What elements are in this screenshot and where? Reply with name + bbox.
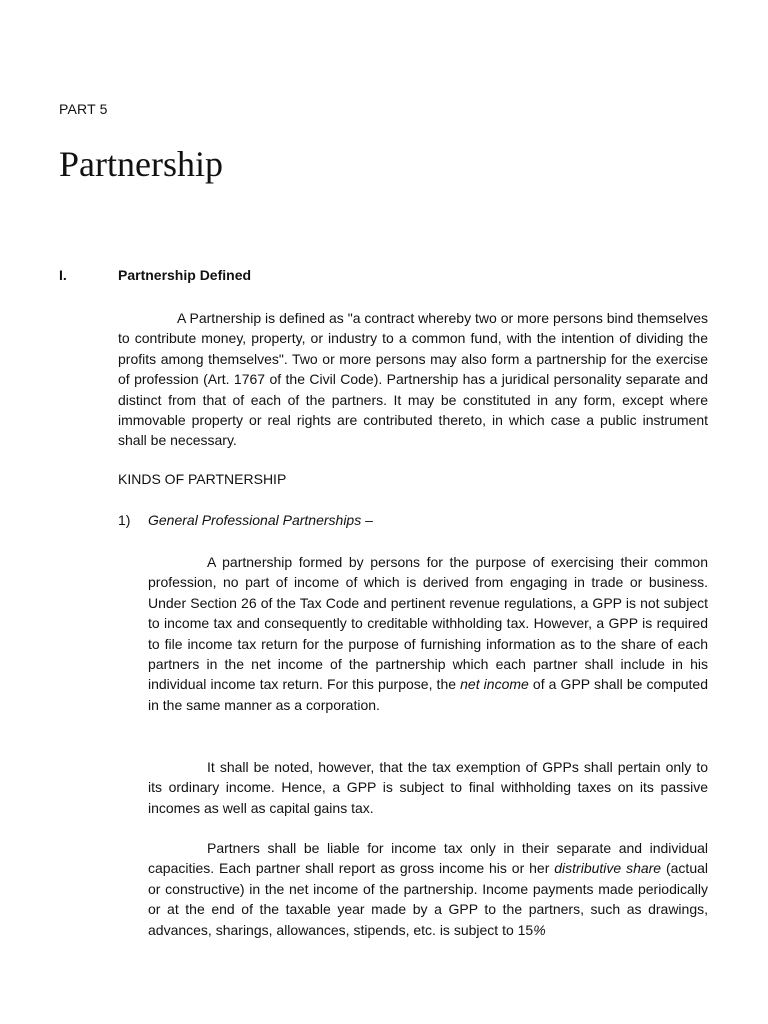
list-item-dash: – [361,512,373,528]
document-title: Partnership [59,144,223,184]
gpp-paragraph-1-text-a: A partnership formed by persons for the purpose of exercising their common profession, no part of income of which is derived from engaging in trade or business. Under Section 26 of the Tax Code and pertinent revenue regulations, a GPP is not subject to income tax and consequently to creditable withholding tax. However, a GPP is required to file income tax return for the purpose of furnishing information as to the share of each partners in the net income of the partnership which each partner shall include in his individual income tax return. For this purpose, the [148,554,708,693]
gpp-paragraph-3-emphasis: distributive share [554,860,662,877]
gpp-paragraph-2-text: It shall be noted, however, that the tax exemption of GPPs shall pertain only to its ordinary income. Hence, a GPP is subject to final withholding taxes on its passive incomes as well as capital gains tax. [148,759,708,816]
list-item-title-text: General Professional Partnerships [148,512,362,528]
section-heading: Partnership Defined [118,267,252,283]
gpp-paragraph-3 [148,838,708,940]
section-number: I. [59,267,67,283]
partnership-definition-paragraph [118,308,708,451]
part-label: PART 5 [59,101,108,117]
definition-text: A Partnership is defined as "a contract whereby two or more persons bind themselves to contribute money, property, or industry to a common fund, with the intention of dividing the profits among themselves". Two or more persons may also form a partnership for the exercise of profession (Art. 1767 of the Civil Code). Partnership has a juridical personality separate and distinct from that of each of the partners. It may be constituted in any form, except where immovable property or real rights are contributed thereto, in which case a public instrument shall be necessary. [118,310,708,449]
list-item-number: 1) [118,512,131,528]
gpp-paragraph-3-text-b: (actual or constructive) in the net income of the partnership. Income payments made periodically or at the end of the taxable year made by a GPP to the partners, such as drawings, advances, sharings, allowances, stipends, etc. is subject to 15 [148,860,709,938]
gpp-paragraph-1 [148,552,708,715]
gpp-paragraph-3-emphasis-end: % [533,921,546,938]
gpp-paragraph-1-text-b: of a GPP shall be computed in the same manner as a corporation. [148,676,708,713]
list-item-title [148,512,373,528]
kinds-heading: KINDS OF PARTNERSHIP [118,471,287,487]
gpp-paragraph-2 [148,757,708,818]
gpp-paragraph-3-text-a: Partners shall be liable for income tax only in their separate and individual capacities. Each partner shall report as gross income his or her [148,840,708,877]
gpp-paragraph-1-emphasis: net income [460,676,529,693]
